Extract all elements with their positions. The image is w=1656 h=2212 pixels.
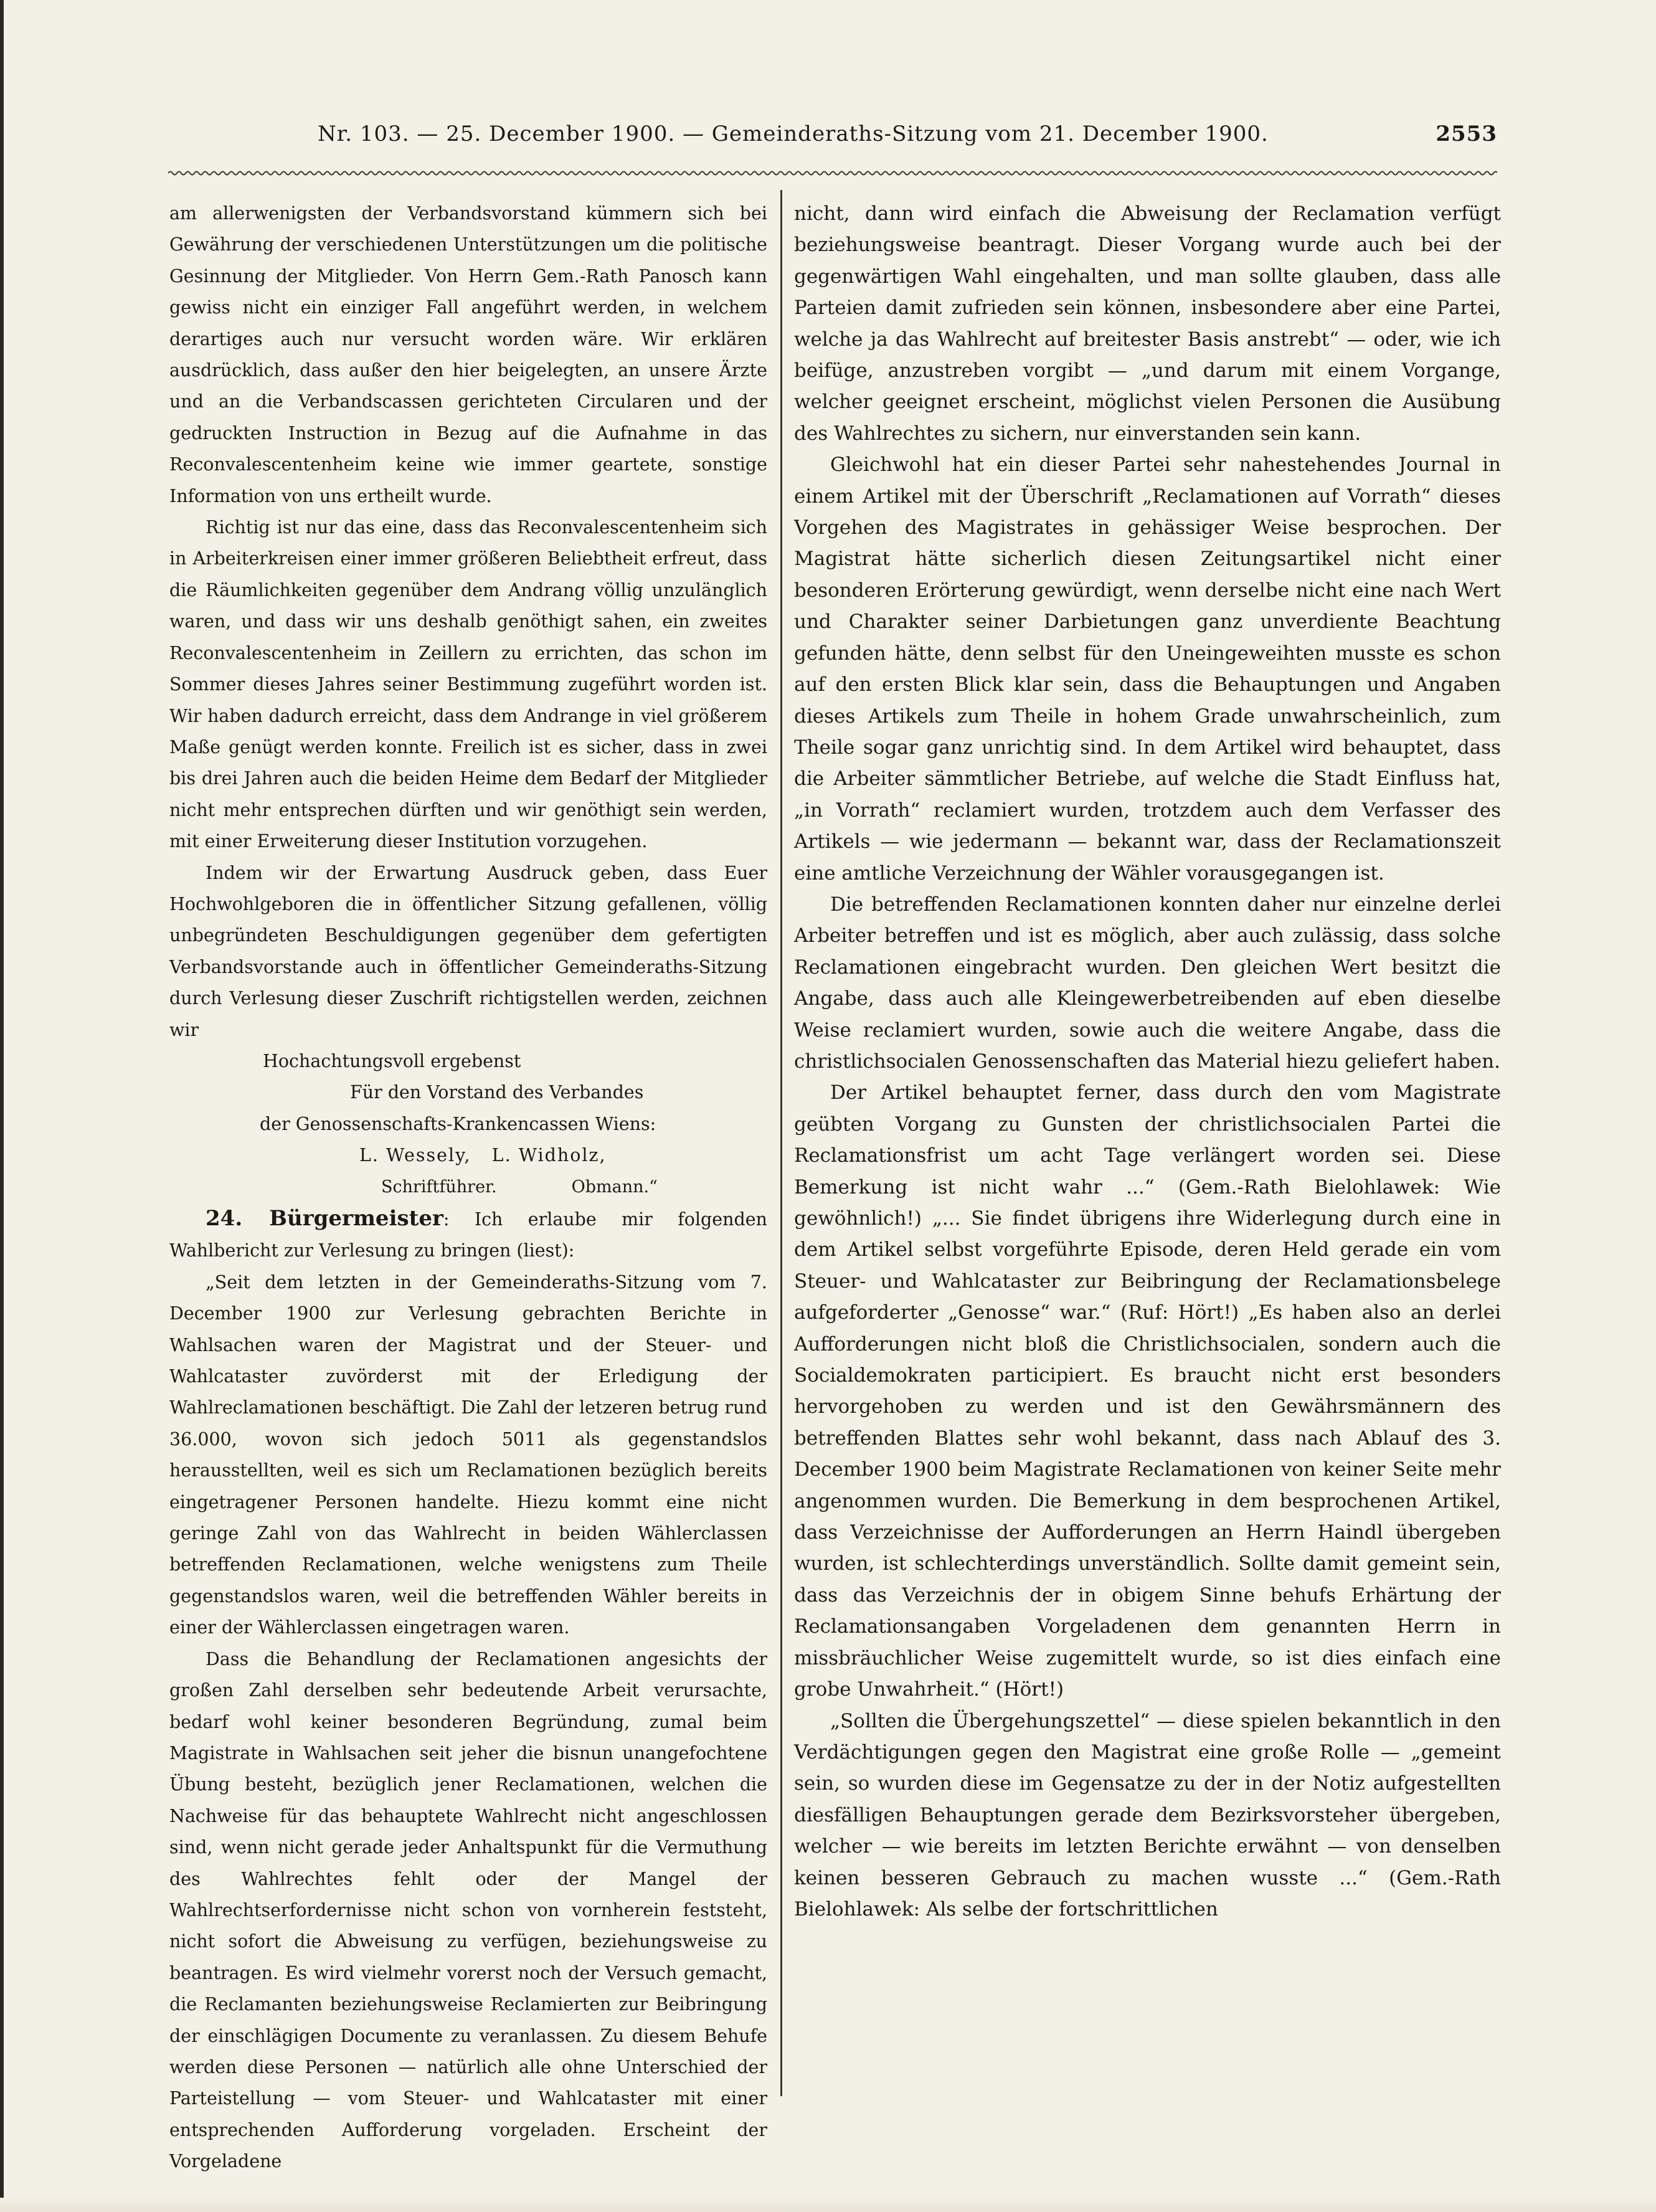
- paragraph: nicht, dann wird einfach die Abweisung der Reclamation verfügt beziehungsweise beantragt. Dieser Vorgang wurde auch bei der gegenwärtigen Wahl eingehalten, und man sollte glauben, dass alle Parteien damit zufrieden sein können, insbesondere aber eine Partei, welche ja das Wahlrecht auf breitester Basis anstrebt“ — oder, wie ich beifüge, anzustreben vorgibt — „und darum mit einem Vorgange, welcher geeignet erscheint, möglichst vielen Personen die Ausübung des Wahlrechtes zu sichern, nur einverstanden sein kann.: [794, 202, 1501, 445]
- paragraph: Indem wir der Erwartung Ausdruck geben, dass Euer Hochwohlgeboren die in öffentlicher Sitzung gefallenen, völlig unbegründeten Beschuldigungen gegenüber dem gefertigten Verbandsvorstande auch in öffentlicher Gemeinderaths-Sitzung durch Verlesung dieser Zuschrift richtigstellen werden, zeichnen wir: [169, 862, 767, 1040]
- speaker-text: : Ich erlaube mir folgenden Wahlbericht zur Verlesung zu bringen (liest):: [169, 1209, 767, 1261]
- left-column: [169, 198, 767, 2178]
- column-divider: [780, 190, 782, 2096]
- paragraph: Der Artikel behauptet ferner, dass durch den vom Magistrate geübten Vorgang zu Gunsten der christlichsocialen Partei die Reclamationsfrist um acht Tage verlängert worden sei. Diese Bemerkung ist nicht wahr ...“ (Gem.-Rath Bielohlawek: Wie gewöhnlich!) „... Sie findet übrigens ihre Widerlegung durch eine in dem Artikel selbst vorgeführte Episode, deren Held gerade ein vom Steuer- und Wahlcataster zur Beibringung der Reclamationsbelege aufgeforderter „Genosse“ war.“ (Ruf: Hört!) „Es haben also an derlei Aufforderungen nicht bloß die Christlichsocialen, sondern auch die Socialdemokraten participiert. Es braucht nicht erst besonders hervorgehoben zu werden und ist den Gewährsmännern des betreffenden Blattes sehr wohl bekannt, dass nach Ablauf des 3. December 1900 beim Magistrate Reclamationen von keiner Seite mehr angenommen wurden. Die Bemerkung in dem besprochenen Artikel, dass Verzeichnisse der Aufforderungen an Herrn Haindl übergeben wurden, ist schlechterdings unverständlich. Sollte damit gemeint sein, dass das Verzeichnis der in obigem Sinne behufs Erhärtung der Reclamationsangaben Vorgeladenen dem genannten Herrn in missbräuchlicher Weise zugemittelt wurde, so ist dies einfach eine grobe Unwahrheit.“ (Hört!): [794, 1081, 1501, 1701]
- paragraph: Richtig ist nur das eine, dass das Reconvalescentenheim sich in Arbeiterkreisen einer immer größeren Beliebtheit erfreut, dass die Räumlichkeiten gegenüber dem Andrang völlig unzulänglich waren, und dass wir uns deshalb genöthigt sahen, ein zweites Reconvalescentenheim in Zeillern zu errichten, das schon im Sommer dieses Jahres seiner Bestimmung zugeführt worden ist. Wir haben dadurch erreicht, dass dem Andrange in viel größerem Maße genügt werden konnte. Freilich ist es sicher, dass in zwei bis drei Jahren auch die beiden Heime dem Bedarf der Mitglieder nicht mehr entsprechen dürften und wir genöthigt sein werden, mit einer Erweiterung dieser Institution vorzugehen.: [169, 517, 767, 852]
- speaker-paragraph: [169, 1203, 767, 1267]
- paragraph: „Seit dem letzten in der Gemeinderaths-Sitzung vom 7. December 1900 zur Verlesung gebrachten Berichte in Wahlsachen waren der Magistrat und der Steuer- und Wahlcataster zuvörderst mit der Erledigung der Wahlreclamationen beschäftigt. Die Zahl der letzeren betrug rund 36.000, wovon sich jedoch 5011 als gegenstandslos herausstellten, weil es sich um Reclamationen bezüglich bereits eingetragener Personen handelte. Hiezu kommt eine nicht geringe Zahl von das Wahlrecht in beiden Wählerclassen betreffenden Reclamationen, welche wenigstens zum Theile gegenstandslos waren, weil die betreffenden Wähler bereits in einer der Wählerclassen eingetragen waren.: [169, 1271, 767, 1638]
- paragraph: „Sollten die Übergehungszettel“ — diese spielen bekanntlich in den Verdächtigungen gegen den Magistrat eine große Rolle — „gemeint sein, so wurden diese im Gegensatze zu der in der Notiz aufgestellten diesfälligen Behauptungen gerade dem Bezirksvorsteher übergeben, welcher — wie bereits im letzten Berichte erwähnt — von denselben keinen besseren Gebrauch zu machen wusste ...“ (Gem.-Rath Bielohlawek: Als selbe der fortschrittlichen: [794, 1709, 1501, 1920]
- signature-organisation: der Genossenschafts-Krankencassen Wiens:: [260, 1113, 656, 1134]
- page-bottom-edge: [0, 2198, 1656, 2212]
- wavy-rule: [168, 168, 1497, 178]
- signature-for: Für den Vorstand des Verbandes: [350, 1082, 644, 1103]
- page-header: [168, 121, 1497, 159]
- signature-role-secretary: Schriftführer.: [381, 1177, 497, 1197]
- paragraph: Die betreffenden Reclamationen konnten daher nur einzelne derlei Arbeiter betreffen und ist es möglich, aber auch zulässig, dass solche Reclamationen eingebracht wurden. Den gleichen Wert besitzt die Angabe, dass auch alle Kleingewerbetreibenden auf eben dieselbe Weise reclamiert wurden, sowie auch die weitere Angabe, dass die christlichsocialen Genossenschaften das Material hiezu geliefert haben.: [794, 893, 1501, 1073]
- speaker-label: 24. Bürgermeister: [206, 1206, 443, 1231]
- signature-roles: [169, 1172, 767, 1203]
- paragraph: am allerwenigsten der Verbandsvorstand kümmern sich bei Gewährung der verschiedenen Unterstützungen um die politische Gesinnung der Mitglieder. Von Herrn Gem.-Rath Panosch kann gewiss nicht ein einziger Fall angeführt werden, in welchem derartiges auch nur versucht worden wäre. Wir erklären ausdrücklich, dass außer den hier beigelegten, an unsere Ärzte und an die Verbandscassen gerichteten Circularen und der gedruckten Instruction in Bezug auf die Aufnahme in das Reconvalescentenheim keine wie immer geartete, sonstige Information von uns ertheilt wurde.: [169, 203, 767, 506]
- signature-role-chairman: Obmann.“: [571, 1177, 658, 1197]
- signature-names: L. Wessely, L. Widholz,: [359, 1145, 607, 1166]
- paragraph: Gleichwohl hat ein dieser Partei sehr nahestehendes Journal in einem Artikel mit der Überschrift „Reclamationen auf Vorrath“ dieses Vorgehen des Magistrates in gehässiger Weise besprochen. Der Magistrat hätte sicherlich diesen Zeitungsartikel nicht einer besonderen Erörterung gewürdigt, wenn derselbe nicht eine nach Wert und Charakter seiner Darbietungen ganz unverdiente Beachtung gefunden hätte, denn selbst für den Uneingeweihten musste es schon auf den ersten Blick klar sein, dass die Behauptungen und Angaben dieses Artikels zum Theile in hohem Grade unwahrscheinlich, zum Theile sogar ganz unrichtig sind. In dem Artikel wird behauptet, dass die Arbeiter sämmtlicher Betriebe, auf welche die Stadt Einfluss hat, „in Vorrath“ reclamiert wurden, trotzdem auch dem Verfasser des Artikels — wie jedermann — bekannt war, dass der Reclamationszeit eine amtliche Verzeichnung der Wähler vorausgegangen ist.: [794, 453, 1501, 885]
- right-column: [794, 198, 1501, 1925]
- paragraph: Dass die Behandlung der Reclamationen angesichts der großen Zahl derselben sehr bedeutende Arbeit verursachte, bedarf wohl keiner besonderen Begründung, zumal beim Magistrate in Wahlsachen seit jeher die bisnun unangefochtene Übung besteht, bezüglich jener Reclamationen, welchen die Nachweise für das behauptete Wahlrecht nicht angeschlossen sind, wenn nicht gerade jeder Anhaltspunkt für die Vermuthung des Wahlrechtes fehlt oder der Mangel der Wahlrechtserfordernisse nicht schon von vornherein feststeht, nicht sofort die Abweisung zu verfügen, beziehungsweise zu beantragen. Es wird vielmehr vorerst noch der Versuch gemacht, die Reclamanten beziehungsweise Reclamierten zur Beibringung der einschlägigen Documente zu veranlassen. Zu diesem Behufe werden diese Personen — natürlich alle ohne Unterschied der Parteistellung — vom Steuer- und Wahlcataster mit einer entsprechenden Aufforderung vorgeladen. Erscheint der Vorgeladene: [169, 1648, 767, 2172]
- running-title: Nr. 103. — 25. December 1900. — Gemeinderaths-Sitzung vom 21. December 1900.: [318, 121, 1269, 146]
- page-number: 2553: [1436, 121, 1497, 146]
- signature-closing: Hochachtungsvoll ergebenst: [263, 1050, 521, 1071]
